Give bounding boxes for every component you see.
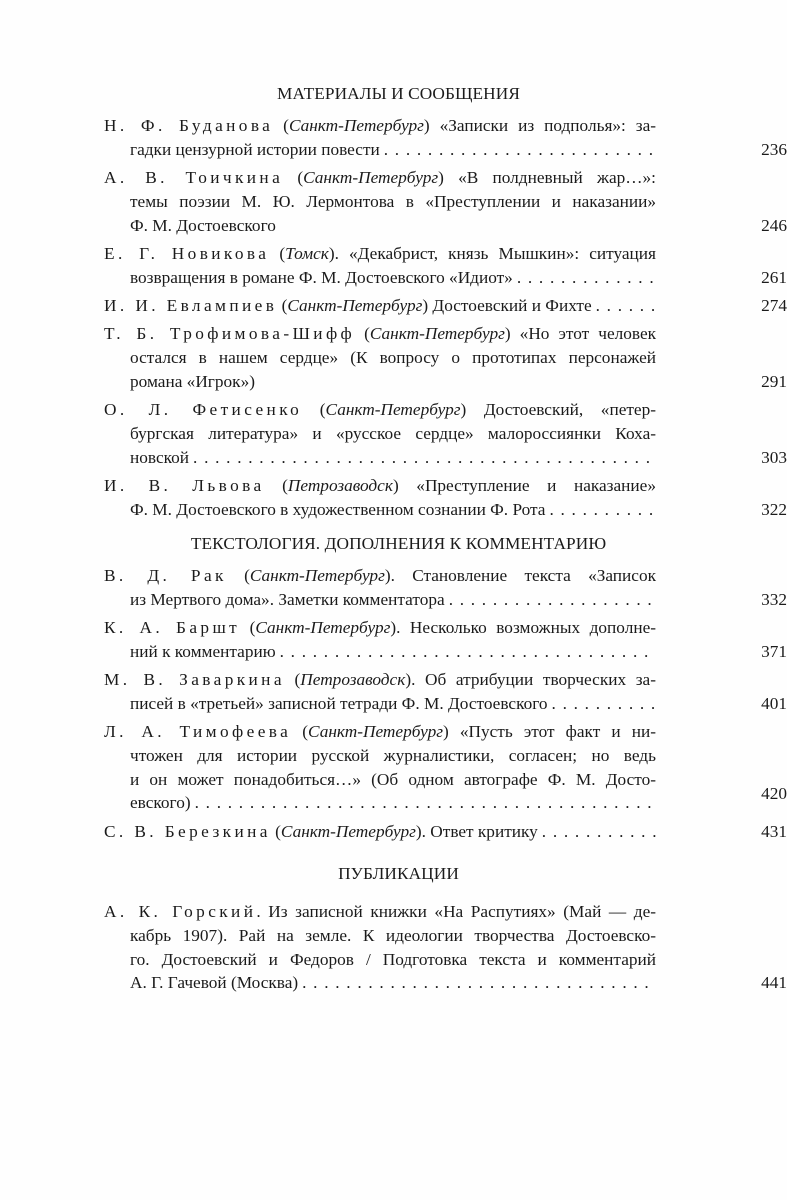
entry-title: Об атрибуции творческих за- [425,670,656,689]
leader-dots [449,588,656,612]
entry-title: Из записной книжки «На Распутиях» (Май — де- [268,902,657,921]
entry-title: писей в «третьей» записной тетради Ф. М. Достоевского [130,693,548,713]
entry-author: А. К. Горский [104,902,257,921]
toc-entry[interactable]: М. В. Заваркина (Петрозаводск). Об атрибуции творческих за- писей в «третьей» записной тетради Ф. М. Достоевского . . . 401 [0,668,787,716]
toc-entry[interactable]: Т. Б. Трофимова-Шифф (Санкт-Петербург) «Но этот человек остался в нашем сердце» (К вопросу о прототипах персонажей романа «Игрок») 291 [0,322,787,394]
entry-city: Санкт-Петербург [325,400,461,419]
leader-dots [596,294,656,318]
leader-dots [193,446,656,470]
leader-dots [517,266,656,290]
toc-entry[interactable]: А. В. Тоичкина (Санкт-Петербург) «В полдневный жар…»: темы поэзии М. Ю. Лермонтова в «Преступлении и наказании» Ф. М. Достоевского 246 [0,166,787,238]
entry-page-number: 274 [761,296,787,315]
section-publications [0,862,787,1000]
entry-title: Ф. М. Достоевского в художественном сознании Ф. Рота [130,499,546,519]
entry-title: Становление текста «Записок [412,566,657,585]
entry-title: А. Г. Гачевой (Москва) [130,973,299,993]
entry-title: из Мертвого дома». Заметки комментатора [130,589,445,609]
entry-title: романа «Игрок») [130,371,255,391]
entry-author: Т. Б. Трофимова-Шифф [104,324,356,343]
entry-author: И. В. Львова [104,476,265,495]
section-title: ТЕКСТОЛОГИЯ. ДОПОЛНЕНИЯ К КОММЕНТАРИЮ [190,534,607,553]
entry-title: «Преступление и наказание» [416,476,656,495]
entry-page-number: 291 [761,371,787,391]
entry-title: го. Достоевский и Федоров / Подготовка текста и комментарий [130,949,656,969]
entry-title: «Пусть этот факт и ни- [459,722,656,741]
entry-title: остался в нашем сердце» (К вопросу о прототипах персонажей [130,347,656,367]
entry-page-number: 261 [761,267,787,287]
entry-title: новской [130,447,190,467]
entry-title: кабрь 1907). Рай на земле. К идеологии творчества Достоевско- [130,925,656,945]
entry-author: С. В. Березкина [104,822,271,841]
toc-entry[interactable]: Л. А. Тимофеева (Санкт-Петербург) «Пусть этот факт и ни- чтожен для истории русской журналистики, согласен; но ведь и он может понадобиться…» (Об одном автографе Ф. М. Досто- евского) . . . 420 [0,720,787,816]
leader-dots [302,971,656,995]
entry-title: «Но этот человек [519,324,657,343]
leader-dots [549,498,656,522]
entry-city: Санкт-Петербург [369,324,505,343]
leader-dots [384,138,656,162]
leader-dots [195,791,656,815]
toc-entry[interactable]: С. В. Березкина ( Санкт-Петербург ). Ответ критику . . . 431 [0,820,787,844]
section-title: ПУБЛИКАЦИИ [338,864,459,883]
entry-title: темы поэзии М. Ю. Лермонтова в «Преступлении и наказании» [130,191,656,211]
section-textology [0,532,787,848]
entry-author: И. И. Евлампиев [104,296,278,315]
entry-title: евского) [130,793,191,813]
entry-city: Санкт-Петербург [308,722,443,741]
entry-page-number: 322 [761,499,787,519]
entry-page-number: 441 [761,973,787,993]
toc-entry[interactable]: И. В. Львова (Петрозаводск) «Преступление и наказание» Ф. М. Достоевского в художественном сознании Ф. Рота . . . 322 [0,474,787,522]
entry-page-number: 401 [761,693,787,713]
entry-author: М. В. Заваркина [104,670,285,689]
entry-page-number: 332 [761,589,787,609]
entry-page-number: 371 [761,641,787,661]
entry-title: и он может понадобиться…» (Об одном автографе Ф. М. Досто- [130,769,656,789]
toc-entry[interactable]: В. Д. Рак (Санкт-Петербург). Становление текста «Записок из Мертвого дома». Заметки комментатора . . . 332 [0,564,787,612]
entry-author: О. Л. Фетисенко [104,400,303,419]
entry-author: Н. Ф. Буданова [104,116,274,135]
entry-author: В. Д. Рак [104,566,227,585]
toc-entry[interactable]: О. Л. Фетисенко (Санкт-Петербург) Достоевский, «петер- бургская литература» и «русское сердце» малороссиянки Коха- новской . . . 303 [0,398,787,470]
entry-title: «В полдневный жар…»: [458,168,656,187]
entry-title: возвращения в романе Ф. М. Достоевского «Идиот» [130,267,513,287]
entry-title: Ф. М. Достоевского [130,215,276,235]
entry-page-number: 246 [761,215,787,235]
section-title: МАТЕРИАЛЫ И СООБЩЕНИЯ [277,84,520,103]
toc-entry[interactable]: Е. Г. Новикова (Томск). «Декабрист, князь Мышкин»: ситуация возвращения в романе Ф. М. Достоевского «Идиот» . . . 261 [0,242,787,290]
entry-page-number: 431 [761,822,787,841]
entry-author: А. В. Тоичкина [104,168,284,187]
entry-city: Санкт-Петербург [249,566,385,585]
entry-page-number: 303 [761,447,787,467]
entry-city: Петрозаводск [300,670,406,689]
entry-title: «Записки из подполья»: за- [439,116,657,135]
entry-page-number: 236 [761,139,787,159]
section-materials [0,82,787,526]
entry-title: Ответ критику [430,822,538,841]
entry-title: Несколько возможных дополне- [409,618,656,637]
entry-city: Санкт-Петербург [280,822,416,841]
leader-dots [542,820,656,844]
entry-author: К. А. Баршт [104,618,241,637]
leader-dots [552,692,656,716]
entry-title: чтожен для истории русской журналистики, согласен; но ведь [130,745,656,765]
entry-title: «Декабрист, князь Мышкин»: ситуация [349,244,656,263]
entry-page-number: 420 [761,784,787,804]
entry-city: Санкт-Петербург [287,296,423,315]
entry-city: Санкт-Петербург [288,116,424,135]
entry-city: Томск [285,244,329,263]
toc-entry[interactable]: А. К. Горский. Из записной книжки «На Распутиях» (Май — де- кабрь 1907). Рай на земле. К идеологии творчества Достоевско- го. Достоевский и Федоров / Подготовка текста и комментарий А. Г. Гачевой (Москва) . . . 441 [0,900,787,996]
toc-entry[interactable]: Н. Ф. Буданова (Санкт-Петербург) «Записки из подполья»: за- гадки цензурной истории повести . . . 236 [0,114,787,162]
entry-title: гадки цензурной истории повести [130,139,380,159]
entry-city: Санкт-Петербург [303,168,439,187]
entry-city: Петрозаводск [287,476,393,495]
entry-title: Достоевский и Фихте [432,296,592,315]
entry-city: Санкт-Петербург [255,618,391,637]
entry-title: ний к комментарию [130,641,276,661]
entry-author: Е. Г. Новикова [104,244,270,263]
entry-title: бургская литература» и «русское сердце» малороссиянки Коха- [130,423,656,443]
entry-author: Л. А. Тимофеева [104,722,292,741]
toc-entry[interactable]: К. А. Баршт (Санкт-Петербург). Несколько возможных дополне- ний к комментарию . . . 371 [0,616,787,664]
entry-title: Достоевский, «петер- [483,400,656,419]
leader-dots [280,640,656,664]
toc-entry[interactable]: И. И. Евлампиев ( Санкт-Петербург ) Достоевский и Фихте . . . 274 [0,294,787,318]
